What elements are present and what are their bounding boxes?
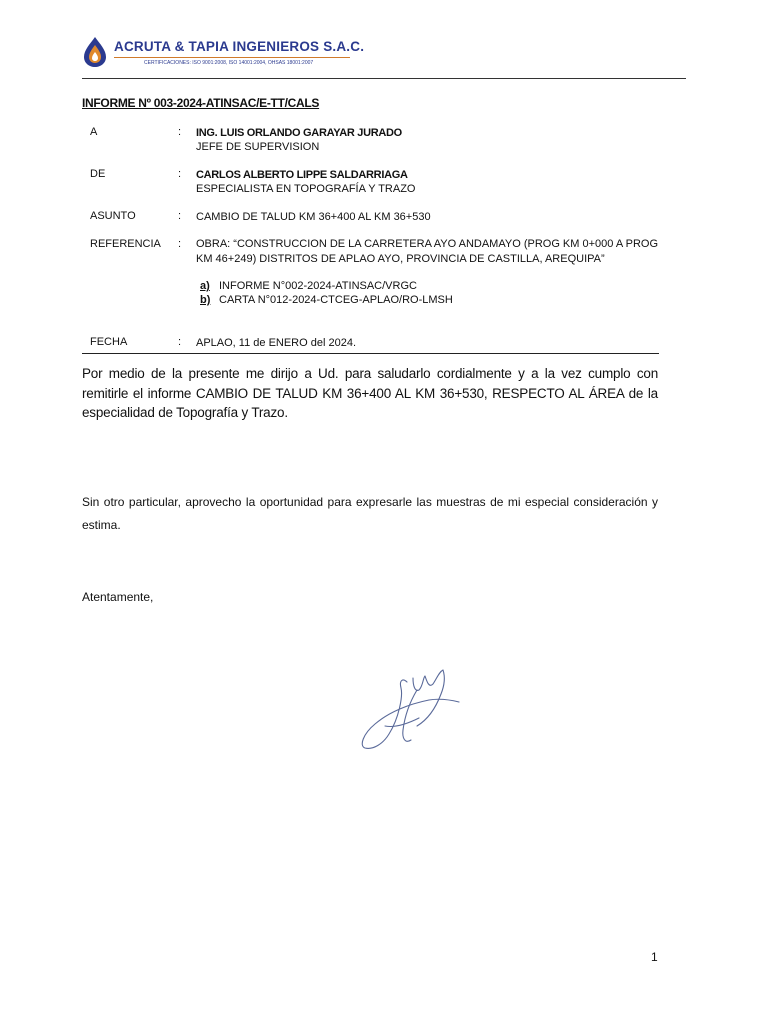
reference-item-letter: b) <box>200 294 211 306</box>
closing-paragraph: Sin otro particular, aprovecho la oportunidad para expresarle las muestras de mi especial consideración y estima. <box>82 495 658 532</box>
reference-obra: OBRA: “CONSTRUCCION DE LA CARRETERA AYO ANDAMAYO (PROG KM 0+000 A PROG KM 46+249) DISTRITOS DE APLAO AYO, PROVINCIA DE CASTILLA, AREQUIPA” <box>196 238 659 265</box>
to-colon: : <box>178 126 182 138</box>
header-divider <box>82 78 686 79</box>
date-value: APLAO, 11 de ENERO del 2024. <box>196 337 356 349</box>
farewell-text: Atentamente, <box>82 590 154 604</box>
from-colon: : <box>178 168 182 180</box>
to-label: A <box>90 126 98 138</box>
reference-item-letter: a) <box>200 280 210 292</box>
sender-name: CARLOS ALBERTO LIPPE SALDARRIAGA <box>196 169 408 181</box>
logo-underline <box>114 57 350 58</box>
body-paragraph: Por medio de la presente me dirijo a Ud. para saludarlo cordialmente y a la vez cumplo con remitirle el informe CAMBIO DE TALUD KM 36+400 AL KM 36+530, RESPECTO AL ÁREA de la especialidad de Topografía y Trazo. <box>82 366 658 420</box>
flame-drop-logo-icon <box>82 36 108 68</box>
reference-label: REFERENCIA <box>90 238 161 250</box>
to-value <box>196 126 402 154</box>
handwritten-signature <box>355 660 465 758</box>
reference-item: INFORME N°002-2024-ATINSAC/VRGC <box>219 280 417 292</box>
date-label: FECHA <box>90 336 128 348</box>
reference-colon: : <box>178 238 182 250</box>
recipient-name: ING. LUIS ORLANDO GARAYAR JURADO <box>196 127 402 139</box>
metadata-divider <box>82 353 659 354</box>
certifications-text: CERTIFICACIONES: ISO 9001:2008, ISO 14001:2004, OHSAS 18001:2007 <box>144 60 314 66</box>
company-logo <box>82 36 365 70</box>
report-title: INFORME Nº 003-2024-ATINSAC/E-TT/CALS <box>82 96 320 110</box>
sender-role: ESPECIALISTA EN TOPOGRAFÍA Y TRAZO <box>196 183 416 195</box>
page-number: 1 <box>651 950 658 964</box>
subject-label: ASUNTO <box>90 210 136 222</box>
from-label: DE <box>90 168 106 180</box>
company-name: ACRUTA & TAPIA INGENIEROS S.A.C. <box>114 39 365 54</box>
from-value <box>196 168 415 196</box>
recipient-role: JEFE DE SUPERVISION <box>196 141 320 153</box>
date-colon: : <box>178 336 182 348</box>
reference-item: CARTA N°012-2024-CTCEG-APLAO/RO-LMSH <box>219 294 453 306</box>
subject-value: CAMBIO DE TALUD KM 36+400 AL KM 36+530 <box>196 211 431 223</box>
subject-colon: : <box>178 210 182 222</box>
